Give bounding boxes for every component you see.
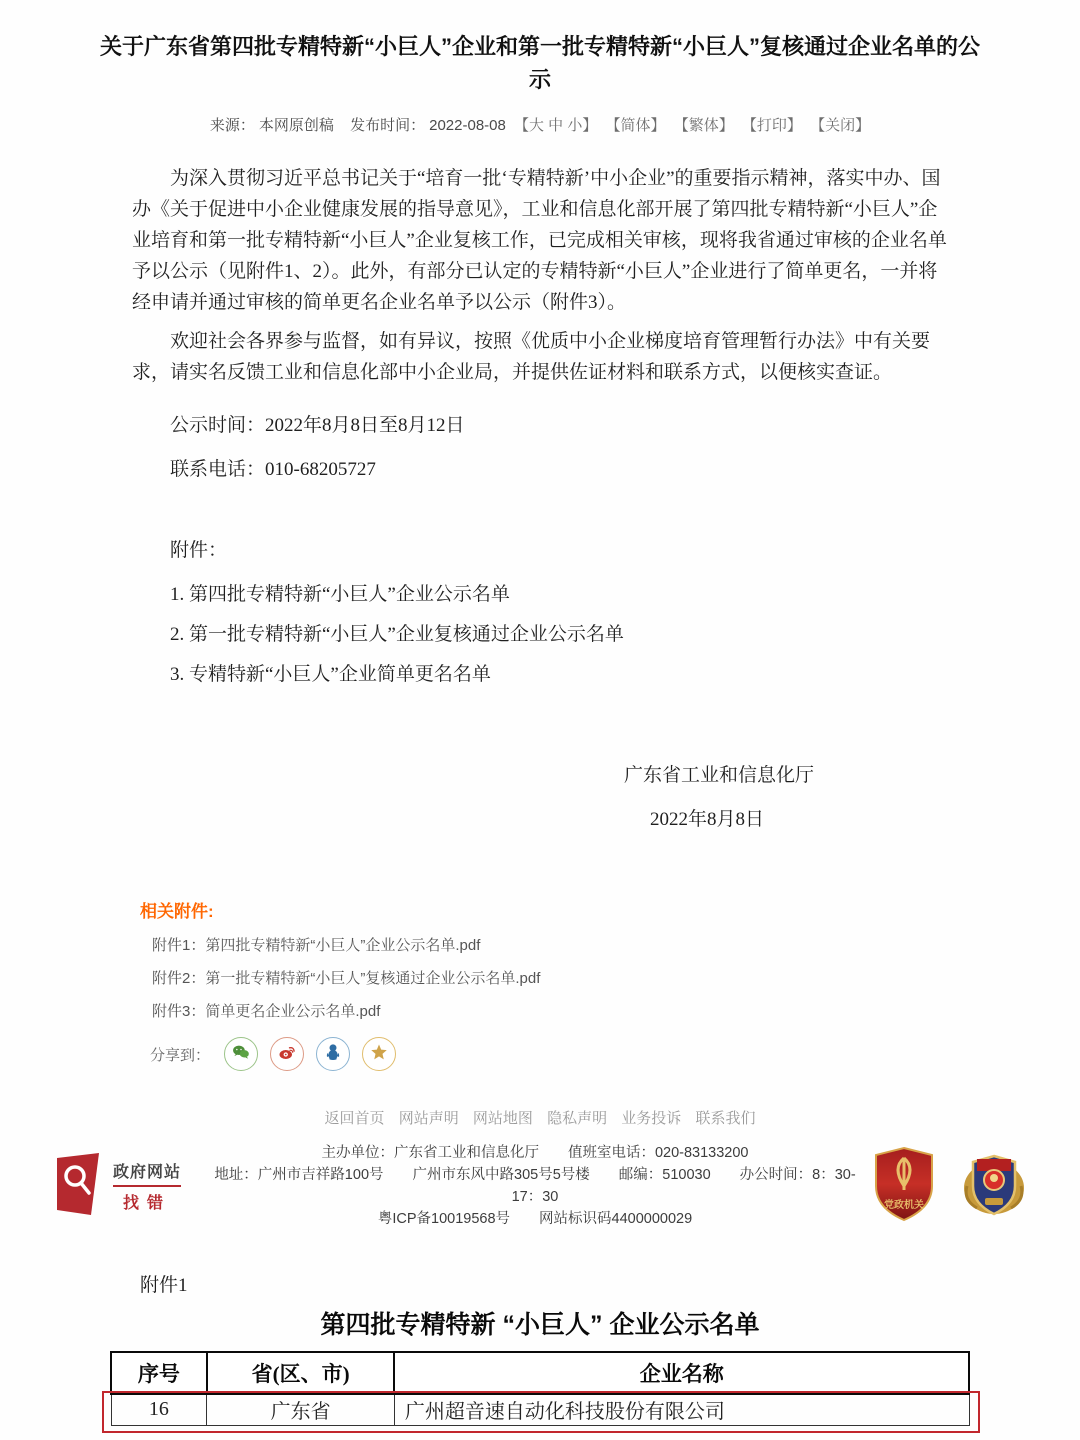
annex-table-title: 第四批专精特新 “小巨人” 企业公示名单 [320, 1311, 760, 1339]
share-qzone-button[interactable] [362, 1037, 396, 1071]
print-button[interactable]: 【打印】 [741, 117, 802, 134]
party-gov-badge-icon[interactable] [873, 1146, 935, 1227]
gov-logo-line1: 政府网站 [113, 1159, 181, 1187]
related-attachments-label: 相关附件: [140, 902, 214, 921]
footer-icp-line: 粤ICP备10019568号 网站标识码4400000029 [377, 1211, 693, 1227]
public-notice-period: 公示时间：2022年8月8日至8月12日 [170, 415, 465, 436]
simplified-button[interactable]: 【简体】 [605, 117, 666, 134]
related-attachments-section [140, 897, 1080, 1021]
share-row [150, 1037, 1080, 1071]
weibo-icon [277, 1042, 297, 1067]
share-icons [224, 1037, 396, 1071]
header-province: 省(区、市) [207, 1352, 395, 1394]
qq-icon [323, 1042, 343, 1067]
related-file-link-2[interactable]: 第一批专精特新“小巨人”复核通过企业公示名单.pdf [205, 970, 541, 987]
font-size-buttons[interactable]: 【大 中 小】 [514, 117, 598, 134]
related-file-link-1[interactable]: 第四批专精特新“小巨人”企业公示名单.pdf [205, 937, 481, 954]
attachment-item-2: 2. 第一批专精特新“小巨人”企业复核通过企业公示名单 [170, 624, 624, 645]
meta-line [0, 114, 1080, 135]
nav-site-statement-link[interactable]: 网站声明 [398, 1110, 459, 1127]
nav-contact-link[interactable]: 联系我们 [695, 1110, 756, 1127]
share-weibo-button[interactable] [270, 1037, 304, 1071]
traditional-button[interactable]: 【繁体】 [673, 117, 734, 134]
header-serial: 序号 [111, 1352, 207, 1394]
contact-phone: 联系电话：010-68205727 [170, 459, 376, 480]
footer-badges [865, 1146, 1025, 1227]
header-company: 企业名称 [394, 1352, 969, 1394]
gov-logo-text [113, 1159, 181, 1213]
publish-time-label: 发布时间： [350, 117, 426, 134]
share-qq-button[interactable] [316, 1037, 350, 1071]
gov-site-error-report-logo[interactable] [55, 1152, 205, 1221]
police-badge-icon[interactable] [963, 1146, 1025, 1227]
publish-time-value: 2022-08-08 [429, 117, 506, 134]
signature-block [132, 760, 848, 835]
footer-host-line: 主办单位：广东省工业和信息化厅 值班室电话：020-83133200 [321, 1145, 749, 1161]
related-file-row-2 [152, 967, 1080, 988]
nav-sitemap-link[interactable]: 网站地图 [472, 1110, 533, 1127]
footer-nav [0, 1107, 1080, 1128]
annex-table-wrap [110, 1351, 970, 1426]
table-header-row [111, 1352, 969, 1394]
source-label: 来源： [209, 117, 255, 134]
cell-province: 广东省 [207, 1394, 395, 1425]
cell-company: 广州超音速自动化科技股份有限公司 [394, 1394, 969, 1425]
share-label: 分享到： [150, 1046, 211, 1064]
share-wechat-button[interactable] [224, 1037, 258, 1071]
nav-home-link[interactable]: 返回首页 [324, 1110, 385, 1127]
attachments-label: 附件： [170, 540, 228, 561]
related-file-link-3[interactable]: 简单更名企业公示名单.pdf [205, 1003, 381, 1020]
footer-info [205, 1142, 865, 1230]
related-file-row-1 [152, 934, 1080, 955]
cell-serial: 16 [111, 1394, 207, 1425]
svg-text:党政机关: 党政机关 [884, 1199, 924, 1211]
gov-logo-line2: 找错 [123, 1195, 172, 1212]
page-title: 关于广东省第四批专精特新“小巨人”企业和第一批专精特新“小巨人”复核通过企业名单的公示 [100, 34, 981, 92]
paragraph-1: 为深入贯彻习近平总书记关于“培育一批‘专精特新’中小企业”的重要指示精神，落实中办、国办《关于促进中小企业健康发展的指导意见》，工业和信息化部开展了第四批专精特新“小巨人”企业培育和第一批专精特新“小巨人”企业复核工作，已完成相关审核，现将我省通过审核的企业名单予以公示（见附件1、2）。此外，有部分已认定的专精特新“小巨人”企业进行了简单更名，一并将经申请并通过审核的简单更名企业名单予以公示（附件3）。 [132, 168, 947, 313]
footer [0, 1142, 1080, 1230]
close-button[interactable]: 【关闭】 [810, 117, 871, 134]
related-file-label-3: 附件3： [152, 1003, 206, 1020]
related-file-label-2: 附件2： [152, 970, 206, 987]
wechat-icon [231, 1042, 251, 1067]
article-body [132, 163, 948, 835]
source-value: 本网原创稿 [258, 117, 334, 134]
related-file-row-3 [152, 1000, 1080, 1021]
signature-date: 2022年8月8日 [649, 809, 764, 830]
annex-label: 附件1 [140, 1275, 188, 1296]
paragraph-2: 欢迎社会各界参与监督，如有异议，按照《优质中小企业梯度培育管理暂行办法》中有关要求，请实名反馈工业和信息化部中小企业局，并提供佐证材料和联系方式，以便核实查证。 [132, 331, 931, 383]
footer-address-line: 地址：广州市吉祥路100号 广州市东风中路305号5号楼 邮编：510030 办公时间：8：30-17：30 [214, 1167, 856, 1205]
qzone-star-icon [369, 1042, 389, 1067]
signature-org: 广东省工业和信息化厅 [623, 765, 814, 786]
annex-section [0, 1270, 1080, 1426]
magnifier-flag-icon [55, 1152, 107, 1221]
table-row [111, 1394, 969, 1425]
attachment-item-3: 3. 专精特新“小巨人”企业简单更名名单 [170, 664, 491, 685]
related-file-label-1: 附件1： [152, 937, 206, 954]
nav-privacy-link[interactable]: 隐私声明 [547, 1110, 608, 1127]
annex-table [110, 1351, 970, 1426]
attachment-item-1: 1. 第四批专精特新“小巨人”企业公示名单 [170, 584, 510, 605]
nav-complaint-link[interactable]: 业务投诉 [621, 1110, 682, 1127]
